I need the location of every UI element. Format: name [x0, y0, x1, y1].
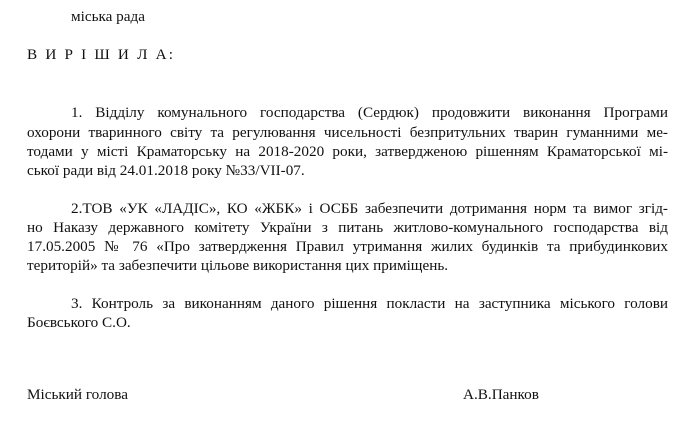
paragraph-line: 2.ТОВ «УК «ЛАДІС», КО «ЖБК» і ОСББ забезпечити дотримання норм та вимог згід-: [71, 200, 668, 217]
council-heading: міська рада: [71, 8, 145, 25]
paragraph-line: тодами у місті Краматорську на 2018-2020 роки, затвердженою рішенням Краматорської мі-: [27, 143, 668, 160]
paragraph-line: охорони тваринного світу та регулювання чисельності безпритульних тварин гуманними ме-: [27, 124, 668, 141]
paragraph-line: територій» та забезпечити цільове використання цих приміщень.: [27, 257, 449, 274]
paragraph-line: 1. Відділу комунального господарства (Сердюк) продовжити виконання Програми: [71, 104, 668, 121]
paragraph-line: 3. Контроль за виконанням даного рішення покласти на заступника міського голови: [71, 295, 668, 312]
paragraph-line: но Наказу державного комітету України з питань житлово-комунального господарства від: [27, 219, 668, 236]
signatory-title: Міський голова: [27, 386, 128, 403]
paragraph-line: Боєвського С.О.: [27, 314, 131, 331]
paragraph-line: 17.05.2005 № 76 «Про затвердження Правил утримання жилих будинків та прибудинкових: [27, 238, 668, 255]
decided-heading: В И Р І Ш И Л А:: [27, 46, 176, 63]
paragraph-line: ської ради від 24.01.2018 року №33/VII-07.: [27, 162, 305, 179]
signatory-name: А.В.Панков: [463, 386, 539, 403]
